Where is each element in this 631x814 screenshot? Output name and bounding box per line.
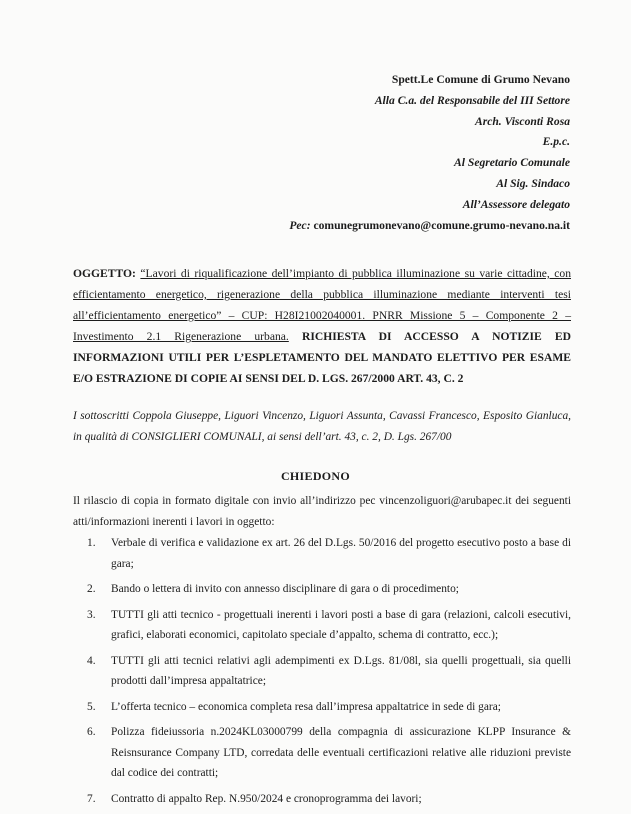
signatories-paragraph: I sottoscritti Coppola Giuseppe, Liguori Vincenzo, Liguori Assunta, Cavassi Francesco, Esposito Gianluca, in qualità di CONSIGLIERI COMUNALI, ai sensi dell’art. 43, c. 2, D. Lgs. 267/00 xyxy=(73,410,571,443)
request-intro: Il rilascio di copia in formato digitale con invio all’indirizzo pec vincenzoliguori@arubapec.it dei seguenti atti/informazioni inerenti i lavori in oggetto: xyxy=(73,495,571,528)
list-item xyxy=(73,605,571,646)
list-item-number: 6. xyxy=(87,726,96,738)
list-item xyxy=(73,789,571,810)
list-item-text: Verbale di verifica e validazione ex art. 26 del D.Lgs. 50/2016 del progetto esecutivo posto a base di gara; xyxy=(111,537,571,570)
list-item-text: Bando o lettera di invito con annesso disciplinare di gara o di procedimento; xyxy=(111,583,459,595)
list-item xyxy=(73,651,571,692)
list-item-number: 2. xyxy=(87,583,96,595)
recipient-attention: Alla C.a. del Responsabile del III Settore xyxy=(374,93,570,107)
list-item xyxy=(73,533,571,574)
list-item xyxy=(73,722,571,784)
recipient-assessor: All’Assessore delegato xyxy=(462,197,570,211)
pec-address: comunegrumonevano@comune.grumo-nevano.na.it xyxy=(313,218,570,232)
list-item xyxy=(73,579,571,600)
pec-label: Pec: xyxy=(289,218,311,232)
list-item-text: TUTTI gli atti tecnici relativi agli adempimenti ex D.Lgs. 81/08l, sia quelli progettuali, sia quelli prodotti dall’impresa appaltatrice; xyxy=(111,654,571,687)
list-item-number: 7. xyxy=(87,792,96,805)
recipient-pec xyxy=(289,216,570,237)
recipient-municipality: Spett.Le Comune di Grumo Nevano xyxy=(391,73,570,86)
list-item-text: Contratto di appalto Rep. N.950/2024 e cronoprogramma dei lavori; xyxy=(111,792,422,805)
list-item-text: Polizza fideiussoria n.2024KL03000799 della compagnia di assicurazione KLPP Insurance & Reisnsurance Company LTD, corredata delle eventuali certificazioni relative alle riduzioni previste dal codice dei contratti; xyxy=(111,726,571,779)
requested-documents-list xyxy=(73,533,571,814)
list-item-number: 3. xyxy=(87,608,96,621)
subject-project-title: “Lavori di riqualificazione dell’impianto di pubblica illuminazione su varie cittadine, con efficientamento energetico, rigenerazione della pubblica illuminazione mediante interventi tesi all’efficientamento energetico” – CUP: H28I21002040001. PNRR Missione 5 – Componente 2 – Investimento 2.1 Rigenerazione urbana. xyxy=(73,267,571,343)
recipient-mayor: Al Sig. Sindaco xyxy=(496,176,570,190)
subject-paragraph xyxy=(73,263,571,389)
subject-request: RICHIESTA DI ACCESSO A NOTIZIE ED INFORMAZIONI UTILI PER L’ESPLETAMENTO DEL MANDATO ELETTIVO PER ESAME E/O ESTRAZIONE DI COPIE AI SENSI DEL D. LGS. 267/2000 ART. 43, C. 2 xyxy=(73,330,571,385)
list-item-number: 1. xyxy=(87,537,96,549)
subject-label: OGGETTO: xyxy=(73,267,136,280)
list-item xyxy=(73,697,571,718)
recipient-block xyxy=(289,70,570,236)
section-heading-chiedono: CHIEDONO xyxy=(280,469,351,483)
list-item-text: L’offerta tecnico – economica completa resa dall’impresa appaltatrice in sede di gara; xyxy=(111,700,501,713)
list-item-number: 4. xyxy=(87,654,96,667)
list-item-text: TUTTI gli atti tecnico - progettuali inerenti i lavori posti a base di gara (relazioni, calcoli esecutivi, grafici, elaborati economici, capitolato speciale d’appalto, schema di contratto, ecc.); xyxy=(111,608,571,641)
recipient-architect: Arch. Visconti Rosa xyxy=(474,114,570,128)
recipient-epc: E.p.c. xyxy=(542,135,570,149)
list-item-number: 5. xyxy=(87,700,96,713)
recipient-secretary: Al Segretario Comunale xyxy=(454,156,570,170)
